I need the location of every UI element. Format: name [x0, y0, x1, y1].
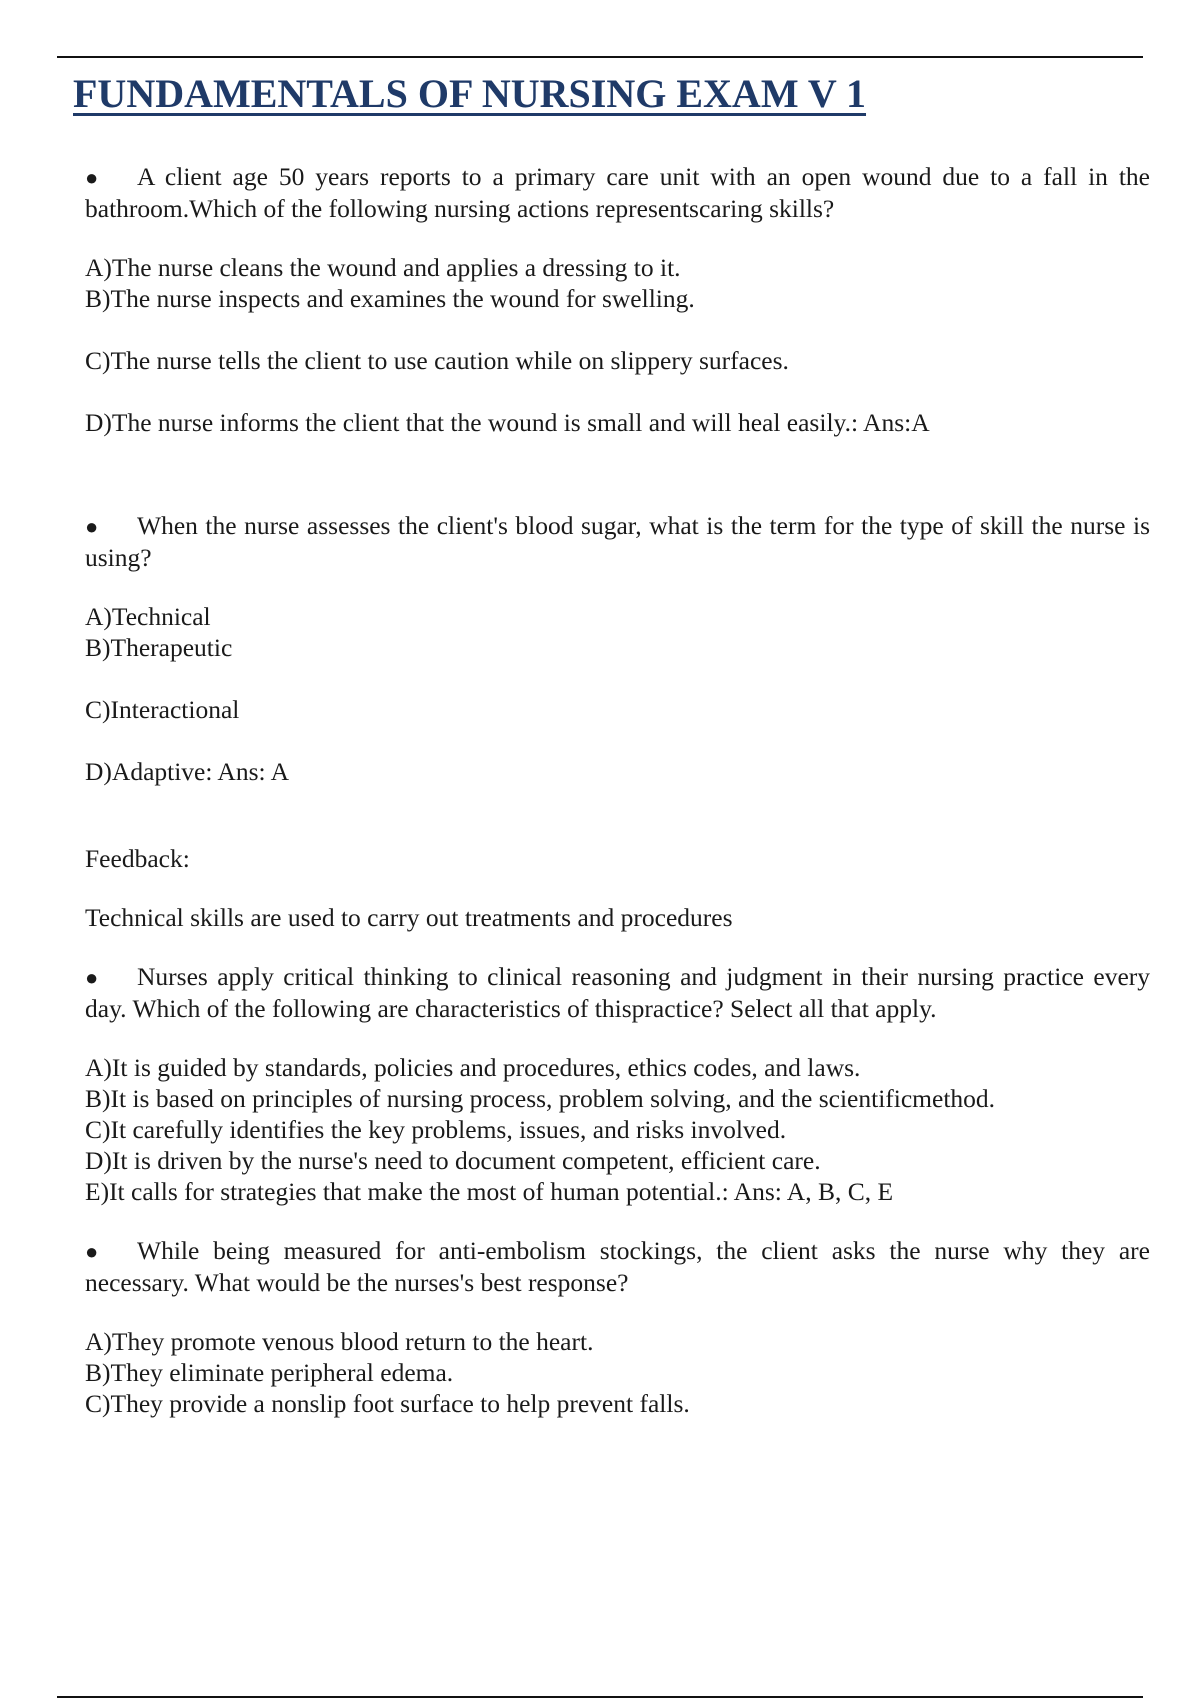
option: C)They provide a nonslip foot surface to help prevent falls. [85, 1389, 690, 1418]
option: A)Technical [85, 602, 211, 631]
question-3 [85, 961, 1150, 1024]
feedback-label: Feedback: [85, 844, 190, 873]
option: A)The nurse cleans the wound and applies a dressing to it. [85, 253, 681, 282]
question-1 [85, 161, 1150, 224]
exam-content [85, 161, 1150, 1419]
question-4 [85, 1235, 1150, 1298]
option: A)It is guided by standards, policies and procedures, ethics codes, and laws. [85, 1053, 861, 1082]
feedback-text: Technical skills are used to carry out treatments and procedures [85, 903, 733, 932]
option: C)Interactional [85, 695, 240, 724]
option: B)They eliminate peripheral edema. [85, 1358, 454, 1387]
bullet-icon: ● [85, 1239, 99, 1264]
option: D)It is driven by the nurse's need to document competent, efficient care. [85, 1146, 821, 1175]
option: B)Therapeutic [85, 633, 233, 662]
option: D)The nurse informs the client that the wound is small and will heal easily.: Ans:A [85, 408, 930, 437]
top-rule [57, 56, 1143, 58]
question-text: While being measured for anti-embolism stockings, the client asks the nurse why they are necessary. What would be the nurses's best response? [85, 1236, 1150, 1297]
bullet-icon: ● [85, 165, 99, 190]
page-title: FUNDAMENTALS OF NURSING EXAM V 1 [73, 71, 867, 116]
option: B)It is based on principles of nursing process, problem solving, and the scientificmethod. [85, 1084, 996, 1113]
option: D)Adaptive: Ans: A [85, 757, 289, 786]
question-2 [85, 510, 1150, 573]
option: E)It calls for strategies that make the most of human potential.: Ans: A, B, C, E [85, 1177, 894, 1206]
question-text: A client age 50 years reports to a primary care unit with an open wound due to a fall in the bathroom.Which of the following nursing actions representscaring skills? [85, 162, 1150, 223]
question-text: Nurses apply critical thinking to clinical reasoning and judgment in their nursing practice every day. Which of the following are characteristics of thispractice? Select all that apply. [85, 962, 1150, 1023]
question-text: When the nurse assesses the client's blood sugar, what is the term for the type of skill the nurse is using? [85, 511, 1150, 572]
bullet-icon: ● [85, 514, 99, 539]
option: B)The nurse inspects and examines the wound for swelling. [85, 284, 695, 313]
option: A)They promote venous blood return to the heart. [85, 1327, 594, 1356]
bottom-rule [57, 1696, 1143, 1698]
bullet-icon: ● [85, 965, 99, 990]
option: C)The nurse tells the client to use caution while on slippery surfaces. [85, 346, 789, 375]
option: C)It carefully identifies the key problems, issues, and risks involved. [85, 1115, 787, 1144]
